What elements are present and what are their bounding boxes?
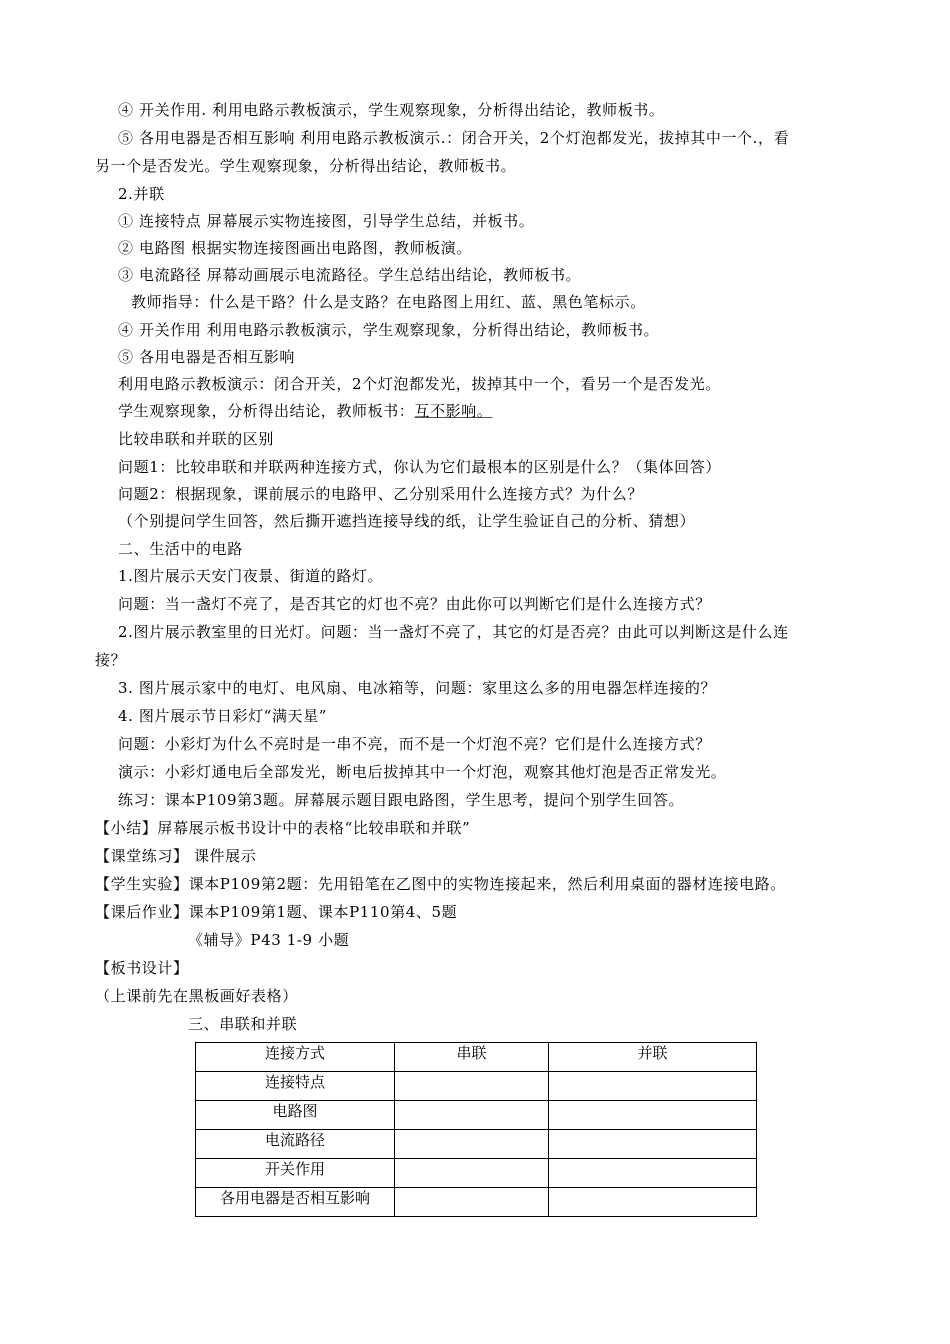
text-line: 1.图片展示天安门夜景、街道的路灯。: [118, 567, 384, 585]
text-line: 问题1：比较串联和并联两种连接方式，你认为它们最根本的区别是什么？（集体回答）: [118, 458, 721, 476]
table-header-cell: 连接方式: [196, 1043, 395, 1072]
text-line: ④ 开关作用. 利用电路示教板演示，学生观察现象，分析得出结论，教师板书。: [118, 101, 665, 119]
underlined-text: 互不影响。: [414, 402, 493, 420]
text-line: [118, 401, 492, 421]
section-heading: 【课堂练习】 课件展示: [95, 847, 257, 865]
text-line: ⑤ 各用电器是否相互影响: [118, 348, 295, 366]
text-line: 另一个是否发光。学生观察现象，分析得出结论，教师板书。: [95, 157, 517, 175]
table-row: [196, 1159, 757, 1188]
section-heading: 二、生活中的电路: [118, 540, 243, 558]
table-cell: [549, 1188, 757, 1217]
table-title: 三、串联和并联: [188, 1015, 298, 1033]
table-row-label: 连接特点: [196, 1072, 395, 1101]
text-line: ① 连接特点 屏幕展示实物连接图，引导学生总结，并板书。: [118, 212, 535, 230]
comparison-table: [195, 1042, 757, 1217]
table-header-cell: 并联: [549, 1043, 757, 1072]
table-cell: [395, 1130, 549, 1159]
text-line: 2.并联: [118, 185, 165, 203]
table-header-cell: 串联: [395, 1043, 549, 1072]
text-line: 教师指导：什么是干路？什么是支路？在电路图上用红、蓝、黑色笔标示。: [131, 293, 646, 311]
section-heading: 【小结】屏幕展示板书设计中的表格“比较串联和并联”: [95, 819, 471, 837]
text-line: 演示：小彩灯通电后全部发光，断电后拔掉其中一个灯泡，观察其他灯泡是否正常发光。: [118, 763, 727, 781]
text-line: （个别提问学生回答，然后撕开遮挡连接导线的纸，让学生验证自己的分析、猜想）: [118, 512, 696, 530]
table-cell: [395, 1101, 549, 1130]
table-row: [196, 1072, 757, 1101]
text-line: 问题2：根据现象，课前展示的电路甲、乙分别采用什么连接方式？为什么？: [118, 485, 643, 503]
text-line: 4. 图片展示节日彩灯“满天星”: [118, 707, 328, 725]
text-line: 问题：当一盏灯不亮了，是否其它的灯也不亮？由此你可以判断它们是什么连接方式？: [118, 595, 711, 613]
text-line: 3. 图片展示家中的电灯、电风扇、电冰箱等，问题：家里这么多的用电器怎样连接的？: [118, 679, 717, 697]
table-row: [196, 1101, 757, 1130]
table-row: [196, 1130, 757, 1159]
text-line: ③ 电流路径 屏幕动画展示电流路径。学生总结出结论，教师板书。: [118, 266, 582, 284]
text-line: ④ 开关作用 利用电路示教板演示，学生观察现象，分析得出结论，教师板书。: [118, 321, 660, 339]
text-line: 接？: [95, 651, 127, 669]
table-row-label: 电路图: [196, 1101, 395, 1130]
table-row-label: 各用电器是否相互影响: [196, 1188, 395, 1217]
text-segment: 学生观察现象，分析得出结论，教师板书：: [118, 402, 415, 420]
table-cell: [549, 1072, 757, 1101]
table-cell: [549, 1130, 757, 1159]
section-heading: 【板书设计】: [95, 959, 189, 977]
text-line: ⑤ 各用电器是否相互影响 利用电路示教板演示.：闭合开关，2个灯泡都发光，拔掉其中一个.，看: [118, 129, 790, 147]
text-line: 利用电路示教板演示：闭合开关，2个灯泡都发光，拔掉其中一个，看另一个是否发光。: [118, 375, 721, 393]
section-heading: 【课后作业】课本P109第1题、课本P110第4、5题: [95, 903, 458, 921]
table-cell: [395, 1188, 549, 1217]
table-cell: [549, 1159, 757, 1188]
text-line: ② 电路图 根据实物连接图画出电路图，教师板演。: [118, 239, 472, 257]
table-row-label: 电流路径: [196, 1130, 395, 1159]
table-header-row: [196, 1043, 757, 1072]
text-line: 问题：小彩灯为什么不亮时是一串不亮，而不是一个灯泡不亮？它们是什么连接方式？: [118, 735, 711, 753]
table-cell: [549, 1101, 757, 1130]
table-cell: [395, 1159, 549, 1188]
text-line: 《辅导》P43 1-9 小题: [188, 931, 350, 949]
table-cell: [395, 1072, 549, 1101]
section-heading: 比较串联和并联的区别: [118, 430, 275, 448]
table-row-label: 开关作用: [196, 1159, 395, 1188]
table-row: [196, 1188, 757, 1217]
text-line: （上课前先在黑板画好表格）: [95, 987, 298, 1005]
text-line: 练习：课本P109第3题。屏幕展示题目跟电路图，学生思考，提问个别学生回答。: [118, 791, 685, 809]
text-line: 2.图片展示教室里的日光灯。问题：当一盏灯不亮了，其它的灯是否亮？由此可以判断这是什么连: [118, 623, 789, 641]
section-heading: 【学生实验】课本P109第2题：先用铅笔在乙图中的实物连接起来，然后利用桌面的器材连接电路。: [95, 875, 786, 893]
